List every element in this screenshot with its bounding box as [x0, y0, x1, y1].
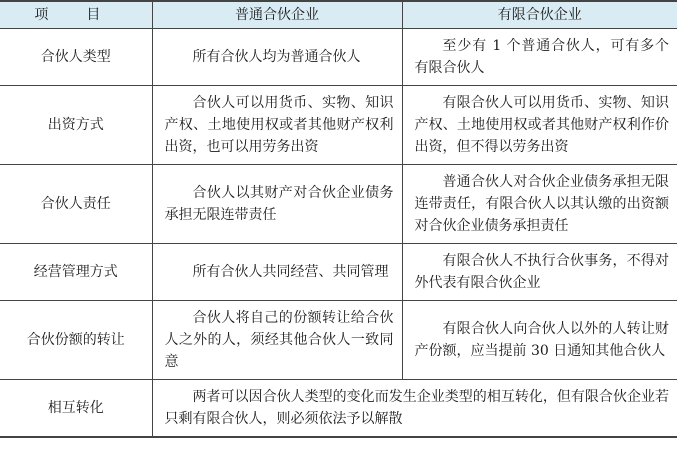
- table-row: [0, 165, 677, 244]
- general-cell: 合伙人将自己的份额转让给合伙人之外的人，须经其他合伙人一致同意: [152, 301, 402, 380]
- general-cell: 所有合伙人共同经营、共同管理: [152, 244, 402, 301]
- table-row: [0, 380, 677, 438]
- table-row: [0, 301, 677, 380]
- general-cell: 合伙人可以用货币、实物、知识产权、土地使用权或者其他财产权利出资，也可以用劳务出资: [152, 86, 402, 165]
- header-general-partnership: 普通合伙企业: [152, 1, 402, 29]
- table-row: [0, 29, 677, 86]
- merged-cell: 两者可以因合伙人类型的变化而发生企业类型的相互转化，但有限合伙企业若只剩有限合伙人，则必须依法予以解散: [152, 380, 677, 438]
- limited-cell: 有限合伙人可以用货币、实物、知识产权、土地使用权或者其他财产权利作价出资，但不得以劳务出资: [402, 86, 677, 165]
- header-limited-partnership: 有限合伙企业: [402, 1, 677, 29]
- row-label: 合伙人类型: [0, 29, 152, 86]
- row-label: 合伙人责任: [0, 165, 152, 244]
- row-label: 相互转化: [0, 380, 152, 438]
- row-label: 出资方式: [0, 86, 152, 165]
- limited-cell: 普通合伙人对合伙企业债务承担无限连带责任，有限合伙人以其认缴的出资额对合伙企业债务承担责任: [402, 165, 677, 244]
- general-cell: 所有合伙人均为普通合伙人: [152, 29, 402, 86]
- header-item: 项 目: [0, 1, 152, 29]
- row-label: 经营管理方式: [0, 244, 152, 301]
- general-cell: 合伙人以其财产对合伙企业债务承担无限连带责任: [152, 165, 402, 244]
- row-label: 合伙份额的转让: [0, 301, 152, 380]
- table-row: [0, 244, 677, 301]
- limited-cell: 至少有 1 个普通合伙人，可有多个有限合伙人: [402, 29, 677, 86]
- limited-cell: 有限合伙人不执行合伙事务，不得对外代表有限合伙企业: [402, 244, 677, 301]
- table-row: [0, 86, 677, 165]
- limited-cell: 有限合伙人向合伙人以外的人转让财产份额，应当提前 30 日通知其他合伙人: [402, 301, 677, 380]
- header-row: [0, 1, 677, 29]
